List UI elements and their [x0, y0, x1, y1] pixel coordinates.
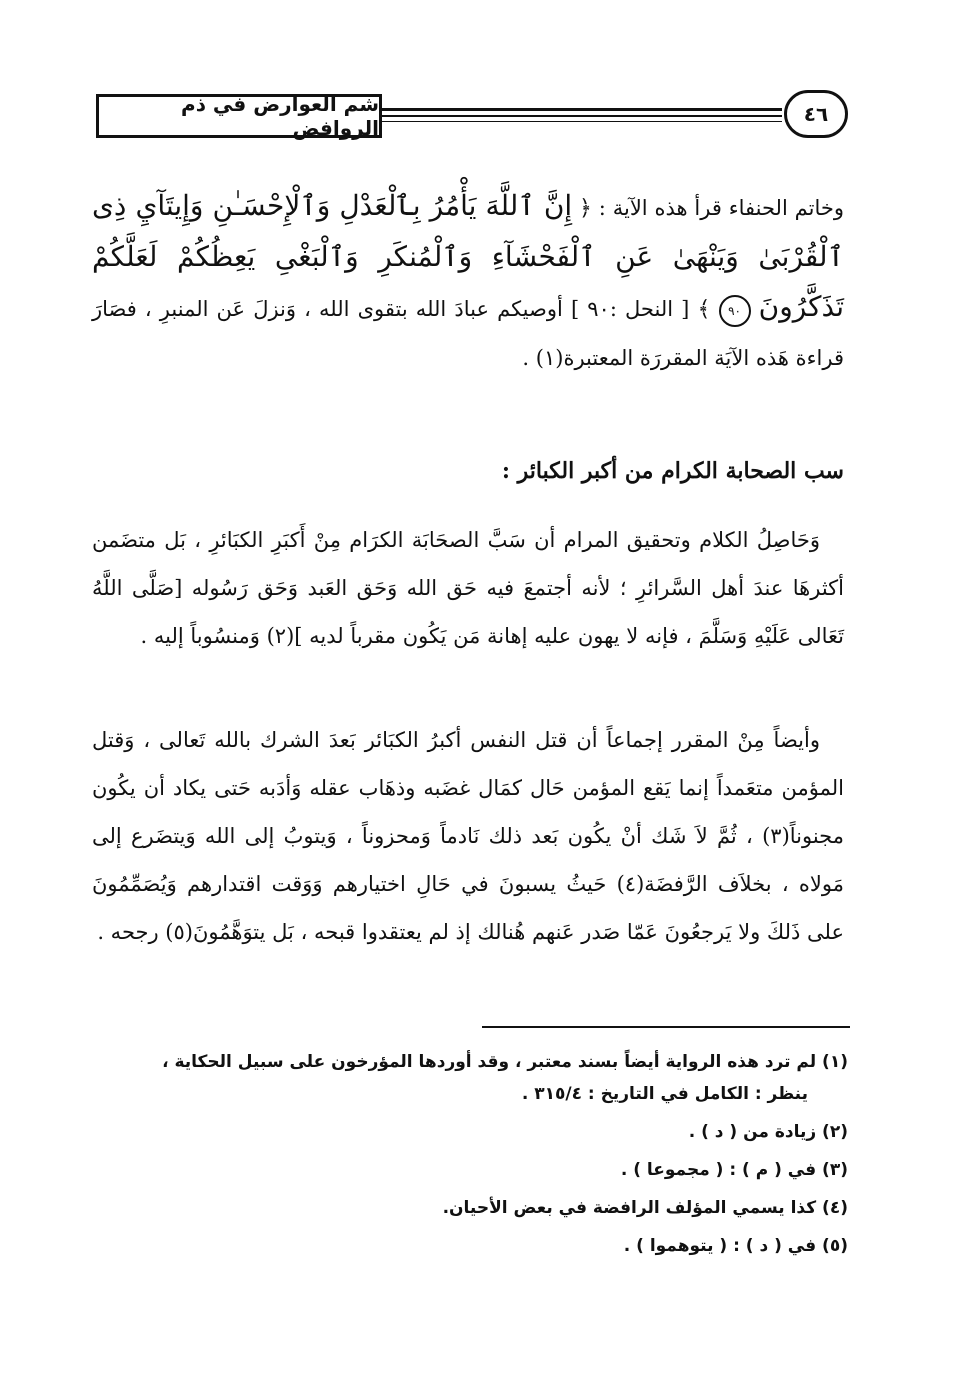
page-header: [96, 88, 848, 148]
paragraph-text: [92, 182, 844, 382]
footnote-continuation: ينظر : الكامل في التاريخ : ٣١٥/٤ .: [521, 1084, 808, 1104]
quran-bracket-open: ﴿: [579, 196, 592, 221]
section-heading: سب الصحابة الكرام من أكبر الكبائر :: [501, 458, 844, 484]
footnote-4: (٤) كذا يسمي المؤلف الرافضة في بعض الأحيان.: [442, 1198, 848, 1218]
page-number: ٤٦: [784, 90, 848, 138]
paragraph-text: وأيضاً مِنْ المقرر إجماعاً أن قتل النفس أكبرُ الكبَائر بَعدَ الشرك بالله تَعالى ، وَقتل المؤمن متعَمداً إنما يَقع المؤمن حَال كمَال غضَبه وذهَاب عقله وَأدَبه حَتى يكاد أن يكُون مجنوناً(٣) ، ثُمَّ لاَ شَك أنْ يكُون بَعد ذلك نَادماً وَمحزوناً ، وَيتوبُ إلى الله وَيتضَرع إلى مَولاه ، بخلاَف الرَّفضَة(٤) حَيثُ يسبونَ في حَالِ اختيارهم وَوَقت اقتدارهم وَيُصَمِّمُونَ على ذَلكَ ولا يَرجعُونَ عَمّا صَدر عَنهم هُنالك إذ لم يعتقدوا قبحه ، بَل يتوَهَّمُونَ(٥) رجحه .: [92, 728, 844, 944]
running-title: شم العوارض في ذم الروافض: [96, 94, 382, 138]
paragraph-rest: [ النحل :٩٠ ] أوصيكم عبادَ الله بتقوى الله ، وَنزلَ عَن المنبرِ ، فصَارَ قراءة هَذه الآيَة المقررَة المعتبرة(١) .: [92, 297, 844, 370]
ayah-number-icon: ٩٠: [719, 295, 751, 327]
quran-verse: إِنَّ ٱللَّهَ يَأْمُرُ بِٱلْعَدْلِ وَٱلْإِحْسَـٰنِ وَإِيتَآيِ ذِى ٱلْقُرْبَىٰ وَيَنْهَىٰ عَنِ ٱلْفَحْشَآءِ وَٱلْمُنكَرِ وَٱلْبَغْىِ يَعِظُكُمْ لَعَلَّكُمْ تَذَكَّرُونَ: [92, 189, 844, 323]
header-rule: [382, 121, 782, 122]
footnote-text: (١) لم ترد هذه الرواية أيضاً بسند معتبر ، وقد أوردها المؤرخون على سبيل الحكاية ،: [162, 1052, 848, 1072]
paragraph-lead: وخاتم الحنفاء قرأ هذه الآية :: [598, 196, 844, 220]
header-rule: [382, 115, 782, 117]
footnote-1: [88, 1046, 848, 1110]
footnote-separator: [482, 1026, 850, 1028]
header-rule: [382, 108, 782, 111]
paragraph-3: [92, 716, 844, 956]
paragraph-text: وَحَاصِلُ الكلام وتحقيق المرام أن سَبَّ الصحَابَة الكرَام مِنْ أَكبَرِ الكبَائرِ ، بَل متضَمن أكثرهَا عندَ أهل السَّرائرِ ؛ لأنه أجتمعَ فيه حَق الله وَحَق العَبد وَحَق رَسُوله [صَلَّى اللَّهُ تَعَالى عَلَيْهِ وَسَلَّمَ ، فإنه لا يهون عليه إهانة مَن يَكُون مقرباً لديه ](٢) وَمنسُوباً إليه .: [92, 528, 844, 648]
footnote-3: (٣) في ( م ) : ( مجموعا ) .: [620, 1160, 848, 1180]
paragraph-2: [92, 516, 844, 660]
paragraph-1: [92, 182, 844, 382]
footnotes: [88, 1046, 848, 1268]
quran-bracket-close: ﴾: [697, 297, 711, 322]
footnote-2: (٢) زيادة من ( د ) .: [688, 1122, 848, 1142]
footnote-5: (٥) في ( د ) : ( يتوهموا ) .: [623, 1236, 848, 1256]
